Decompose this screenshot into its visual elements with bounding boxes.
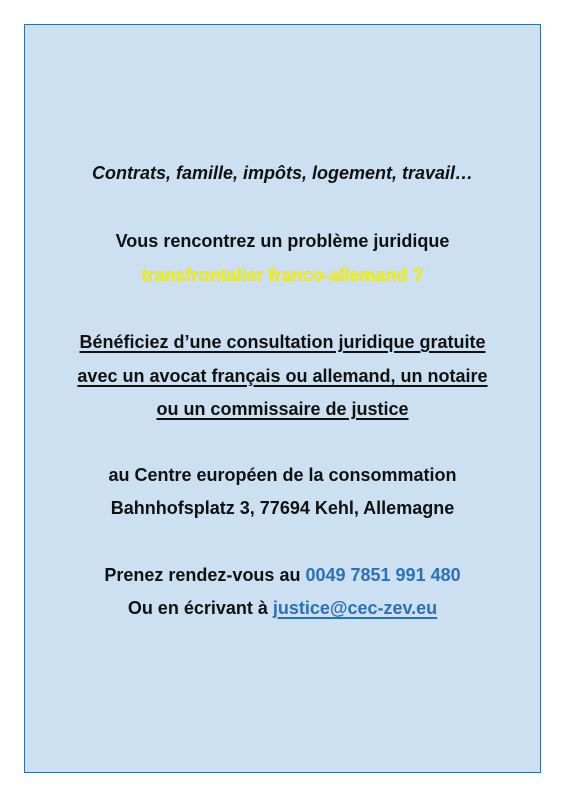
offer-line-2: avec un avocat français ou allemand, un notaire bbox=[77, 366, 488, 386]
email-text: Ou en écrivant à bbox=[127, 598, 273, 618]
email-link[interactable]: justice@cec-zev.eu bbox=[272, 598, 438, 618]
flyer-panel bbox=[24, 24, 541, 773]
appointment-text: Prenez rendez-vous au bbox=[104, 565, 306, 585]
location-line-2: Bahnhofsplatz 3, 77694 Kehl, Allemagne bbox=[110, 498, 455, 518]
question-line-1: Vous rencontrez un problème juridique bbox=[115, 231, 450, 251]
topics-line: Contrats, famille, impôts, logement, travail… bbox=[91, 163, 474, 183]
question-line-2: transfrontalier franco-allemand ? bbox=[141, 265, 424, 285]
email-line bbox=[25, 598, 540, 619]
phone-number[interactable]: 0049 7851 991 480 bbox=[305, 565, 461, 585]
offer-line-3: ou un commissaire de justice bbox=[156, 399, 409, 419]
location-line-1: au Centre européen de la consommation bbox=[108, 465, 457, 485]
offer-line-1: Bénéficiez d’une consultation juridique gratuite bbox=[79, 332, 486, 352]
appointment-line bbox=[25, 565, 540, 586]
